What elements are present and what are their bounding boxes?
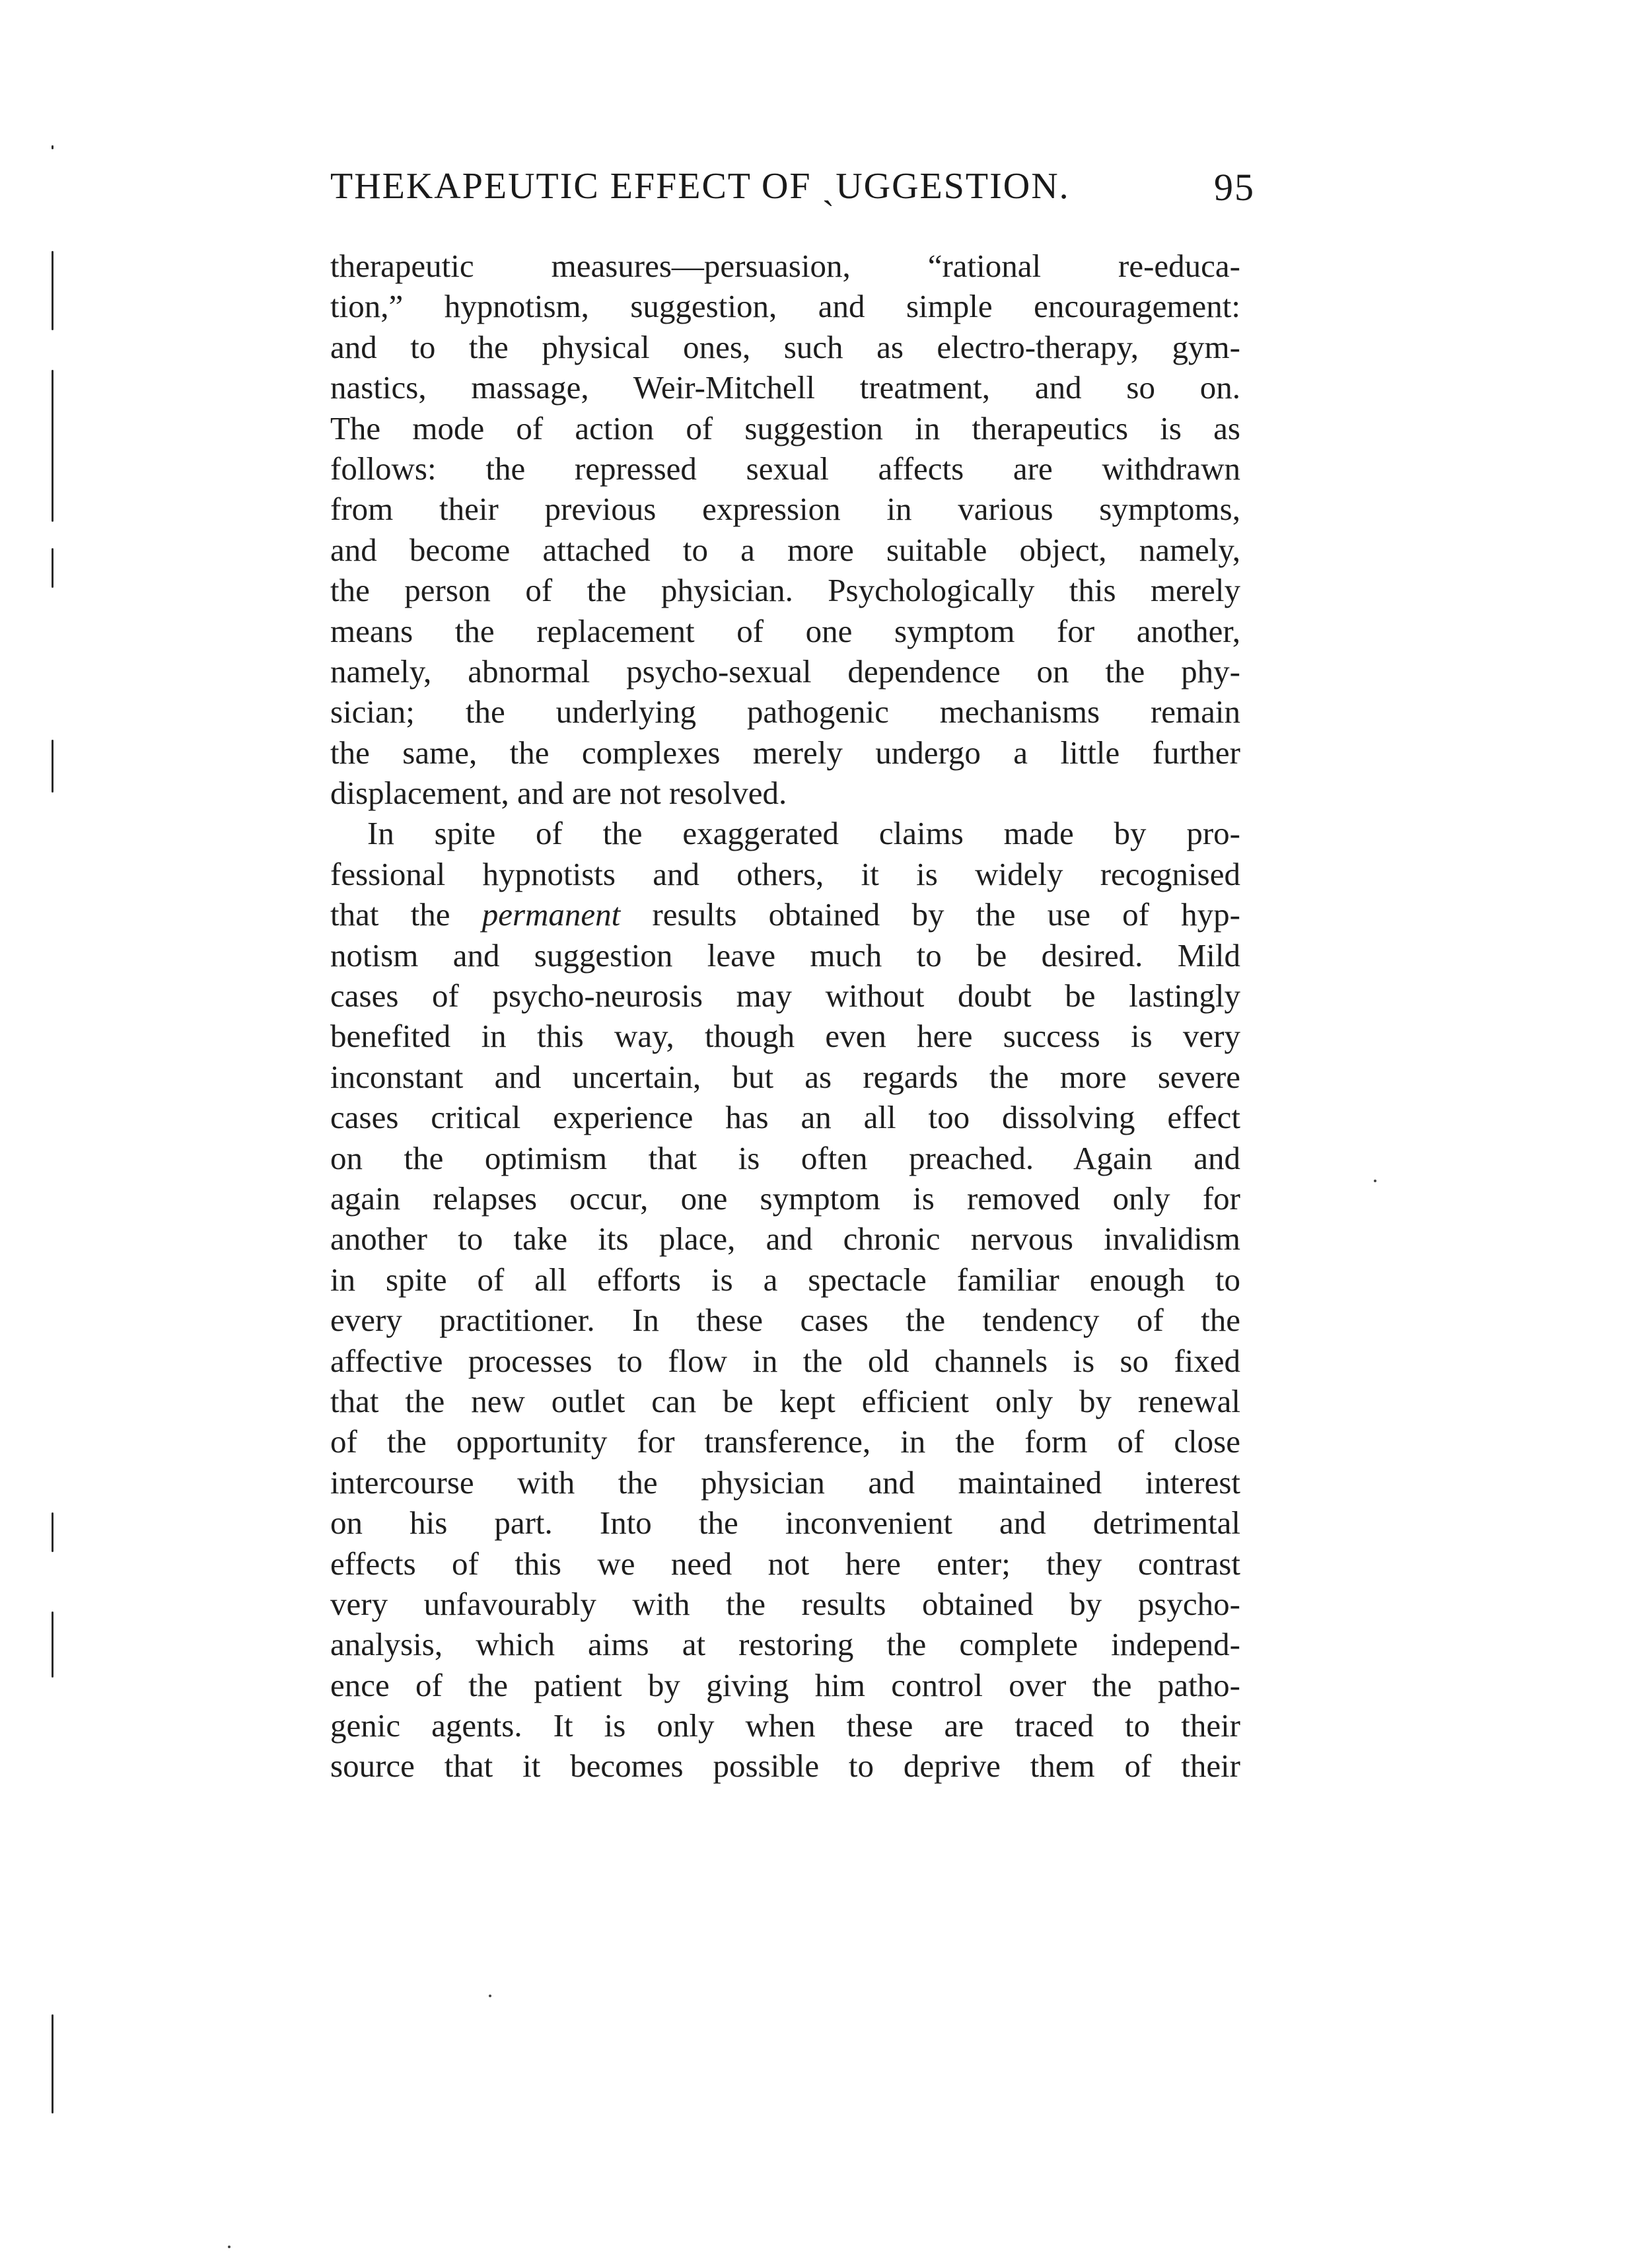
text-line: of the opportunity for transference, in the form of close — [330, 1423, 1240, 1460]
text-line: every practitioner. In these cases the tendency of the — [330, 1302, 1240, 1339]
text-line: therapeutic measures—persuasion, “rational re-educa- — [330, 248, 1240, 284]
scan-artifact — [52, 548, 53, 588]
body-text — [330, 246, 1240, 1787]
text-line: that the permanent results obtained by the use of hyp- — [330, 896, 1240, 933]
text-line: cases of psycho-neurosis may without doubt be lastingly — [330, 977, 1240, 1014]
scan-artifact — [52, 740, 53, 793]
text-line: namely, abnormal psycho-sexual dependence on the phy- — [330, 653, 1240, 690]
scan-artifact — [52, 251, 53, 330]
text-line: follows: the repressed sexual affects are withdrawn — [330, 450, 1240, 487]
text-line: displacement, and are not resolved. — [330, 775, 787, 812]
text-line: genic agents. It is only when these are traced to their — [330, 1707, 1240, 1744]
text-line: In spite of the exaggerated claims made by pro- — [367, 815, 1240, 852]
text-line: again relapses occur, one symptom is removed only for — [330, 1180, 1240, 1217]
text-line: on his part. Into the inconvenient and detrimental — [330, 1505, 1240, 1542]
text-line: that the new outlet can be kept efficient only by renewal — [330, 1382, 1240, 1419]
scan-speck — [489, 1995, 491, 1997]
text-line: nastics, massage, Weir-Mitchell treatment, and so on. — [330, 369, 1240, 406]
text-line: and to the physical ones, such as electro-therapy, gym- — [330, 328, 1240, 365]
text-line: inconstant and uncertain, but as regards the more severe — [330, 1058, 1240, 1095]
text-line: source that it becomes possible to deprive them of their — [330, 1748, 1240, 1785]
text-line: affective processes to flow in the old channels is so fixed — [330, 1342, 1240, 1379]
text-line: from their previous expression in various symptoms, — [330, 491, 1240, 528]
text-line: and become attached to a more suitable object, namely, — [330, 531, 1240, 568]
emphasized-word: permanent — [481, 896, 621, 933]
text-line: the same, the complexes merely undergo a little further — [330, 734, 1240, 771]
text-line: fessional hypnotists and others, it is widely recognised — [330, 855, 1240, 892]
running-head — [330, 165, 1255, 225]
text-line: very unfavourably with the results obtained by psycho- — [330, 1585, 1240, 1622]
running-head-title: THEKAPEUTIC EFFECT OF ˎUGGESTION. — [330, 166, 1070, 207]
text-line: the person of the physician. Psychologically this merely — [330, 572, 1240, 609]
text-line: sician; the underlying pathogenic mechanisms remain — [330, 693, 1240, 730]
text-line: effects of this we need not here enter; they contrast — [330, 1545, 1240, 1582]
scan-artifact — [52, 1612, 53, 1678]
scan-artifact — [52, 370, 53, 522]
scan-artifact — [52, 1512, 53, 1552]
text-line: ence of the patient by giving him control over the patho- — [330, 1666, 1240, 1703]
scan-artifact — [52, 145, 53, 149]
text-line: intercourse with the physician and maintained interest — [330, 1464, 1240, 1501]
text-line: notism and suggestion leave much to be desired. Mild — [330, 937, 1240, 974]
scan-artifact — [52, 2014, 53, 2113]
text-line: analysis, which aims at restoring the complete independ- — [330, 1626, 1240, 1663]
text-line: another to take its place, and chronic nervous invalidism — [330, 1221, 1240, 1258]
text-line: on the optimism that is often preached. Again and — [330, 1139, 1240, 1176]
text-line: cases critical experience has an all too dissolving effect — [330, 1099, 1240, 1136]
text-line: benefited in this way, though even here success is very — [330, 1018, 1240, 1055]
text-line: The mode of action of suggestion in therapeutics is as — [330, 409, 1240, 446]
text-line: means the replacement of one symptom for another, — [330, 612, 1240, 649]
text-line: tion,” hypnotism, suggestion, and simple encouragement: — [330, 288, 1240, 325]
scan-speck — [228, 2246, 231, 2248]
scan-speck — [1374, 1180, 1376, 1182]
text-line: in spite of all efforts is a spectacle familiar enough to — [330, 1261, 1240, 1298]
page-number: 95 — [1214, 166, 1255, 209]
